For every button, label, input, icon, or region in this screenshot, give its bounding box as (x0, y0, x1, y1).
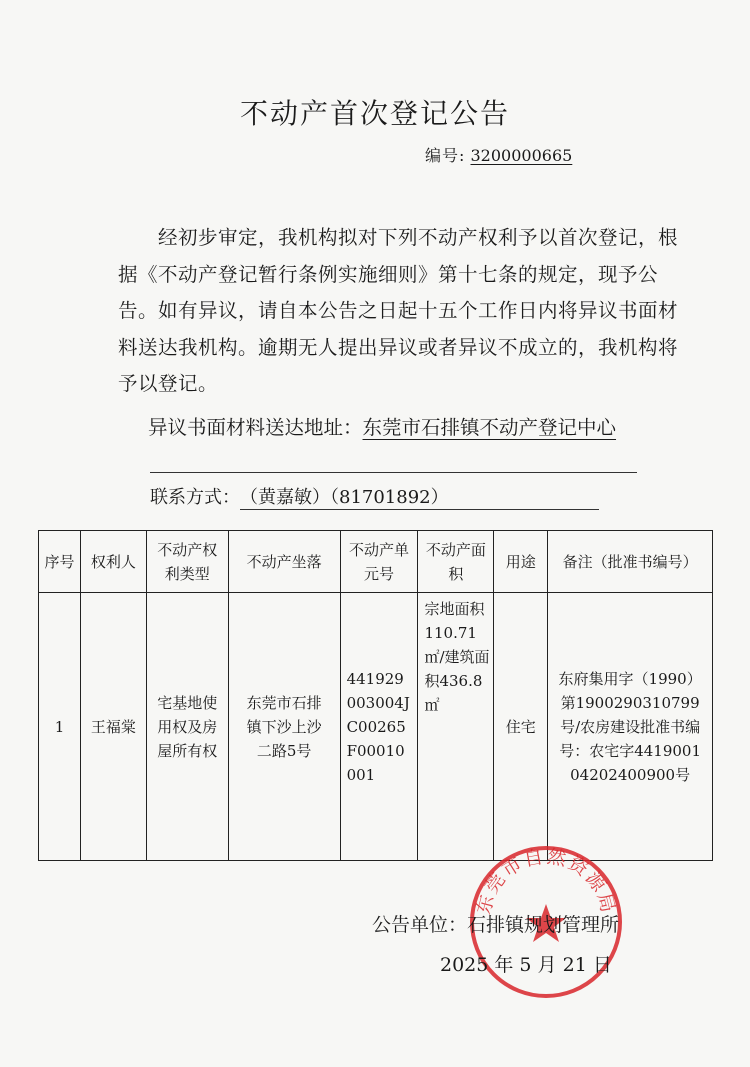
header-use: 用途 (494, 531, 548, 593)
signer-value: 石排镇规划管理所 (467, 914, 620, 936)
cell-no: 1 (39, 593, 81, 861)
header-remark: 备注（批准书编号） (548, 531, 713, 593)
contact-value: （黄嘉敏）（81701892） (240, 487, 599, 510)
seal-text: 东莞市自然资源局 (472, 845, 620, 917)
contact-info (150, 483, 599, 510)
page-title: 不动产首次登记公告 (239, 97, 510, 130)
cell-unit-no: 441929003004JC00265F00010001 (340, 593, 418, 861)
doc-no-label: 编号: (425, 146, 466, 165)
cell-remark: 东府集用字（1990）第1900290310799号/农房建设批准书编号：农宅字441900104202400900号 (548, 593, 713, 861)
table-header-row (39, 531, 713, 593)
objection-address (148, 412, 616, 440)
table-row (39, 593, 713, 861)
cell-use: 住宅 (494, 593, 548, 861)
address-value: 东莞市石排镇不动产登记中心 (362, 416, 617, 439)
document-number (425, 143, 572, 166)
header-area: 不动产面积 (418, 531, 494, 593)
cell-location: 东莞市石排镇下沙上沙二路5号 (228, 593, 340, 861)
notice-body (118, 220, 678, 403)
cell-holder: 王福棠 (80, 593, 146, 861)
issuing-unit (372, 910, 619, 937)
issue-date: 2025 年 5 月 21 日 (440, 954, 612, 976)
registration-table (38, 530, 713, 861)
header-right-type: 不动产权利类型 (146, 531, 228, 593)
cell-right-type: 宅基地使用权及房屋所有权 (146, 593, 228, 861)
header-holder: 权利人 (80, 531, 146, 593)
cell-area: 宗地面积110.71㎡/建筑面积436.8㎡ (418, 593, 494, 861)
address-label: 异议书面材料送达地址： (148, 416, 363, 439)
doc-no-value: 3200000665 (470, 146, 573, 165)
contact-label: 联系方式： (150, 487, 240, 508)
header-location: 不动产坐落 (228, 531, 340, 593)
header-no: 序号 (39, 531, 81, 593)
notice-body-text: 经初步审定，我机构拟对下列不动产权利予以首次登记，根据《不动产登记暂行条例实施细则》第十七条的规定，现予公告。如有异议，请自本公告之日起十五个工作日内将异议书面材料送达我机构。逾期无人提出异议或者异议不成立的，我机构将予以登记。 (118, 226, 679, 395)
signer-label: 公告单位： (372, 914, 468, 936)
header-unit-no: 不动产单元号 (340, 531, 418, 593)
blank-underline (150, 472, 637, 473)
